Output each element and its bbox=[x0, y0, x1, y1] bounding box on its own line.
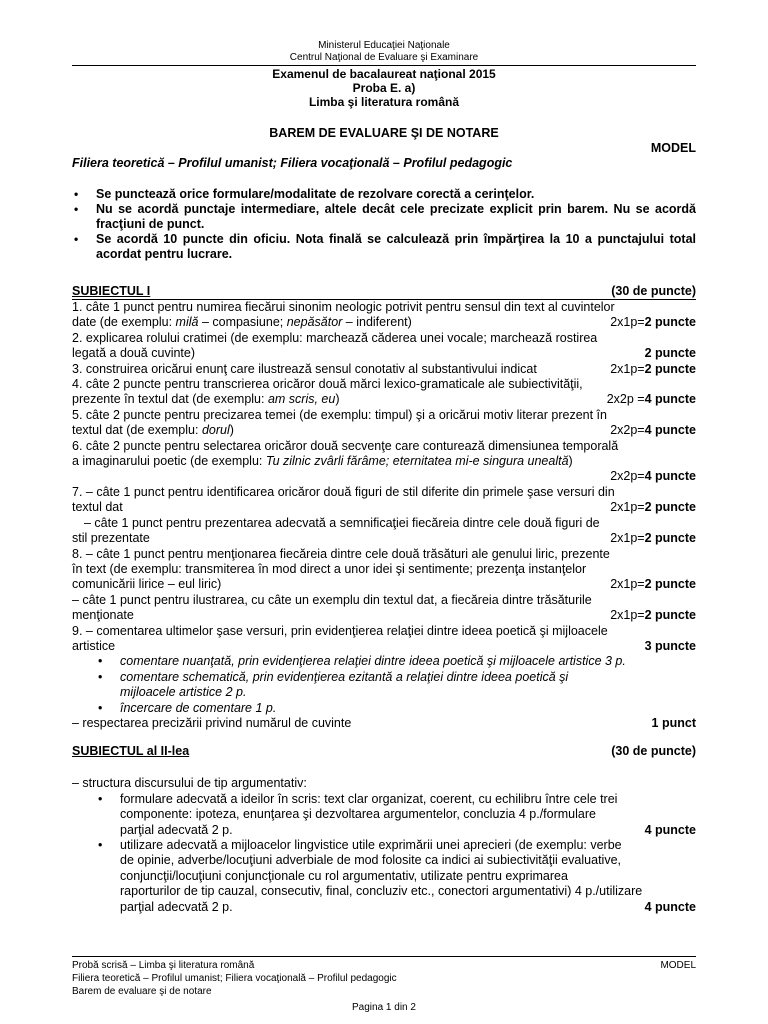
item-2-row bbox=[72, 346, 696, 361]
text: ) bbox=[568, 454, 573, 469]
text: • utilizare adecvată a mijloacelor lingvistice utile exprimării unei aprecieri (de exemplu: verbe bbox=[120, 838, 622, 852]
points-calc: 2x1p= bbox=[610, 608, 645, 623]
structure-intro: – structura discursului de tip argumentativ: bbox=[72, 776, 307, 791]
section-points: (30 de puncte) bbox=[611, 744, 696, 759]
item-9-line: 9. – comentarea ultimelor şase versuri, prin evidenţierea relaţiei dintre ideea poetică şi mijloacele bbox=[72, 623, 608, 638]
text: ) bbox=[229, 423, 234, 438]
subject-name: Limba şi literatura română bbox=[308, 95, 460, 109]
points-calc: 2x2p= bbox=[610, 423, 645, 438]
text: conjuncţii/locuţiuni conjuncţionale cu rol argumentativ, utilizate pentru exprimarea bbox=[120, 868, 568, 883]
text: stil prezentate bbox=[72, 531, 150, 546]
item-6-line bbox=[72, 454, 696, 469]
criteria-item: • comentare nuanţată, prin evidenţierea relaţiei dintre ideea poetică şi mijloacele artistice 3 p. bbox=[120, 654, 696, 669]
item-5-row bbox=[72, 423, 696, 438]
points-value: 2 puncte bbox=[644, 361, 696, 376]
text: prezente în textul dat (de exemplu: bbox=[72, 392, 268, 407]
structure-item bbox=[120, 838, 696, 915]
page-number: Pagina 1 din 2 bbox=[352, 1002, 416, 1013]
footer-text: Probă scrisă – Limba şi literatura română bbox=[72, 960, 255, 971]
text: mijloacele artistice 2 p. bbox=[120, 685, 247, 700]
points-row bbox=[120, 900, 696, 915]
text: componente: ipoteza, enunţarea şi dezvoltarea argumentelor, concluzia 4 p./formulare bbox=[120, 807, 596, 822]
italic-word: milă bbox=[175, 315, 199, 330]
text: – indiferent) bbox=[342, 315, 412, 330]
document-page bbox=[72, 40, 696, 915]
section-body bbox=[72, 299, 696, 731]
text: • formulare adecvată a ideilor în scris: text clar organizat, coerent, cu echilibru între cele trei bbox=[120, 791, 618, 806]
points-row bbox=[120, 823, 696, 838]
model-label: MODEL bbox=[650, 141, 696, 155]
points-calc: 2x1p= bbox=[610, 361, 645, 376]
points-calc: 2x1p= bbox=[610, 577, 645, 592]
italic-word: dorul bbox=[201, 423, 230, 438]
item-6-row bbox=[72, 469, 696, 484]
points-value: 3 puncte bbox=[644, 638, 696, 653]
item-8-line: 8. – câte 1 punct pentru menţionarea fiecăreia dintre cele două trăsături ale genului liric, prezente bbox=[72, 546, 610, 561]
item-1-row bbox=[72, 315, 696, 330]
text: ) bbox=[335, 392, 340, 407]
item-1-line: 1. câte 1 punct pentru numirea fiecărui sinonim neologic potrivit pentru sensul din text al cuvintelor bbox=[72, 300, 615, 314]
section-title: SUBIECTUL I bbox=[72, 284, 151, 298]
ministry-name: Ministerul Educaţiei Naţionale bbox=[318, 40, 450, 51]
text: – compasiune; bbox=[198, 315, 287, 330]
item-6-line: 6. câte 2 puncte pentru selectarea oricăror două secvenţe care conturează dimensiunea temporală bbox=[72, 438, 619, 453]
points-value: 4 puncte bbox=[644, 392, 696, 407]
text: textul dat bbox=[72, 500, 123, 515]
points-calc: 2x2p= bbox=[610, 469, 645, 484]
proba-name: Proba E. a) bbox=[352, 81, 416, 95]
text: comentare schematică, prin evidenţierea ezitantă a relaţiei dintre ideea poetică şi bbox=[120, 669, 569, 684]
section-body bbox=[72, 776, 696, 915]
item-7-line: 7. – câte 1 punct pentru identificarea oricăror două figuri de stil diferite din primele şase versuri din bbox=[72, 484, 615, 499]
section-heading bbox=[72, 744, 696, 759]
points-value: 2 puncte bbox=[644, 577, 696, 592]
item-9-row bbox=[72, 639, 696, 654]
text: date (de exemplu: bbox=[72, 315, 176, 330]
footer-model: MODEL bbox=[660, 960, 696, 971]
item-8-row bbox=[72, 577, 696, 592]
text: 3. construirea oricărui enunţ care ilustrează sensul conotativ al substantivului indicat bbox=[72, 361, 537, 376]
points-value: 4 puncte bbox=[644, 899, 696, 914]
center-name: Centrul Naţional de Evaluare şi Examinare bbox=[72, 52, 696, 66]
points-value: 2 puncte bbox=[644, 500, 696, 515]
text: a imaginarului poetic (de exemplu: bbox=[72, 454, 266, 469]
exam-title bbox=[72, 67, 696, 109]
points-value: 2 puncte bbox=[644, 346, 696, 361]
criteria-item bbox=[120, 670, 696, 701]
section-points: (30 de puncte) bbox=[611, 284, 696, 298]
barem-title: BAREM DE EVALUARE ŞI DE NOTARE bbox=[269, 126, 499, 140]
footer-text: Barem de evaluare şi de notare bbox=[72, 986, 212, 997]
section-heading bbox=[72, 284, 696, 299]
points-value: 4 puncte bbox=[644, 822, 696, 837]
text: de opinie, adverbe/locuţiuni adverbiale de mod folosite ca indici ai subiectivităţii evaluative, bbox=[120, 853, 621, 868]
rule-item: • Se acordă 10 puncte din oficiu. Nota finală se calculează prin împărţirea la 10 a punctajului total acordat pentru lucrare. bbox=[72, 232, 696, 262]
item-8-line: în text (de exemplu: transmiterea în mod direct a unor idei şi sentimente; prezenţa instanţelor bbox=[72, 561, 587, 576]
points-calc: 2x2p = bbox=[606, 392, 645, 407]
section-title: SUBIECTUL al II-lea bbox=[72, 744, 190, 759]
text: raporturilor de tip cauzal, consecutiv, final, concluziv etc., conectori argumentativi) 4 p./utilizare bbox=[120, 884, 643, 899]
points-value: 2 puncte bbox=[644, 531, 696, 546]
footer-text: Filiera teoretică – Profilul umanist; Filiera vocaţională – Profilul pedagogic bbox=[72, 973, 397, 984]
points-calc: 2x1p= bbox=[610, 315, 645, 330]
text: menţionate bbox=[72, 608, 134, 623]
points-value: 2 puncte bbox=[644, 315, 696, 330]
exam-name: Examenul de bacalaureat naţional 2015 bbox=[272, 67, 496, 81]
rule-item: • Nu se acordă punctaje intermediare, altele decât cele precizate explicit prin barem. Nu se acordă fracţiuni de punct. bbox=[72, 202, 696, 232]
item-3-row bbox=[72, 362, 696, 377]
points-value: 4 puncte bbox=[644, 469, 696, 484]
text: textul dat (de exemplu: bbox=[72, 423, 202, 438]
item-4-row bbox=[72, 392, 696, 407]
points-value: 4 puncte bbox=[644, 423, 696, 438]
filiera-line: Filiera teoretică – Profilul umanist; Filiera vocaţională – Profilul pedagogic bbox=[72, 156, 513, 170]
item-8-row bbox=[72, 608, 696, 623]
item-5-line: 5. câte 2 puncte pentru precizarea temei (de exemplu: timpul) şi a oricărui motiv literar prezent în bbox=[72, 407, 607, 422]
rules-list bbox=[72, 187, 696, 262]
item-7-row bbox=[72, 531, 696, 546]
text: comunicării lirice – eul liric) bbox=[72, 577, 222, 592]
structure-list bbox=[72, 792, 696, 915]
section-subiectul-1 bbox=[72, 284, 696, 731]
item-7-line: – câte 1 punct pentru prezentarea adecvată a semnificaţiei fiecăreia dintre cele două figuri de bbox=[84, 515, 600, 530]
structure-item bbox=[120, 792, 696, 838]
italic-word: nepăsător bbox=[286, 315, 343, 330]
text: parţial adecvată 2 p. bbox=[120, 822, 233, 837]
item-9-row bbox=[72, 716, 696, 731]
criteria-item: • încercare de comentare 1 p. bbox=[120, 701, 696, 716]
points-value: 1 punct bbox=[651, 715, 696, 730]
item-2-line: 2. explicarea rolului cratimei (de exemplu: marchează căderea unei vocale; marchează rostirea bbox=[72, 330, 598, 345]
italic-quote: Tu zilnic zvârli fărâme; eternitatea mi-e singura unealtă bbox=[265, 454, 569, 469]
item-9-criteria bbox=[72, 654, 696, 716]
ministry-header bbox=[72, 40, 696, 66]
points-calc: 2x1p= bbox=[610, 500, 645, 515]
rule-item: • Se punctează orice formulare/modalitate de rezolvare corectă a cerinţelor. bbox=[72, 187, 696, 202]
points-calc: 2x1p= bbox=[610, 531, 645, 546]
italic-word: am scris, eu bbox=[267, 392, 336, 407]
text: parţial adecvată 2 p. bbox=[120, 899, 233, 914]
points-value: 2 puncte bbox=[644, 608, 696, 623]
item-8-line: – câte 1 punct pentru ilustrarea, cu câte un exemplu din textul dat, a fiecăreia dintre trăsăturile bbox=[72, 592, 592, 607]
item-7-row bbox=[72, 500, 696, 515]
text: – respectarea precizării privind numărul de cuvinte bbox=[72, 715, 352, 730]
section-subiectul-2 bbox=[72, 744, 696, 915]
text: artistice bbox=[72, 638, 116, 653]
page-footer bbox=[72, 956, 696, 1014]
item-4-line: 4. câte 2 puncte pentru transcrierea oricăror două mărci lexico-gramaticale ale subiectivităţii, bbox=[72, 377, 583, 392]
text: legată a două cuvinte) bbox=[72, 346, 196, 361]
footer-row bbox=[72, 959, 696, 972]
